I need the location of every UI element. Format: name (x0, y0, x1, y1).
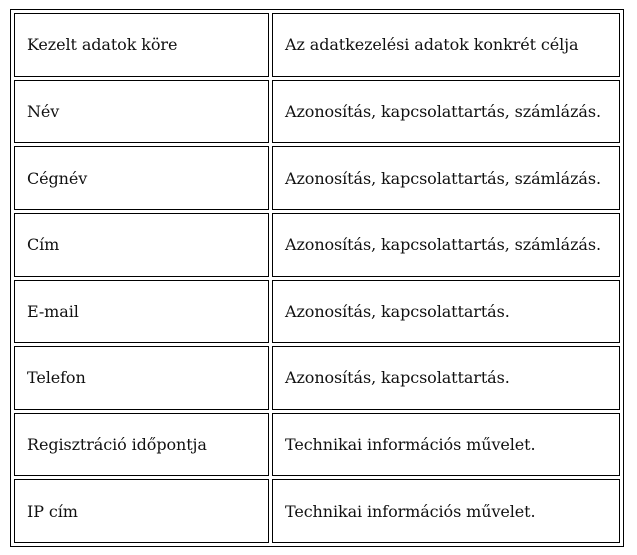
table-cell-data-scope: Cégnév (14, 146, 269, 210)
data-processing-table (11, 10, 623, 546)
table-cell-purpose: Azonosítás, kapcsolattartás. (272, 280, 620, 344)
table-cell-data-scope: E-mail (14, 280, 269, 344)
table-cell-data-scope: Regisztráció időpontja (14, 413, 269, 477)
table-row (14, 479, 620, 543)
data-processing-table-frame (10, 9, 624, 547)
table-cell-data-scope: Cím (14, 213, 269, 277)
table-cell-data-scope: Telefon (14, 346, 269, 410)
table-cell-purpose: Technikai információs művelet. (272, 479, 620, 543)
table-cell-purpose: Azonosítás, kapcsolattartás, számlázás. (272, 80, 620, 144)
table-row (14, 80, 620, 144)
table-row (14, 346, 620, 410)
header-cell-data-scope: Kezelt adatok köre (14, 13, 269, 77)
table-row (14, 213, 620, 277)
table-row (14, 146, 620, 210)
table-cell-data-scope: IP cím (14, 479, 269, 543)
table-cell-purpose: Azonosítás, kapcsolattartás, számlázás. (272, 146, 620, 210)
table-cell-purpose: Azonosítás, kapcsolattartás. (272, 346, 620, 410)
table-cell-purpose: Azonosítás, kapcsolattartás, számlázás. (272, 213, 620, 277)
table-cell-data-scope: Név (14, 80, 269, 144)
header-cell-purpose: Az adatkezelési adatok konkrét célja (272, 13, 620, 77)
table-row (14, 413, 620, 477)
table-cell-purpose: Technikai információs művelet. (272, 413, 620, 477)
table-row (14, 280, 620, 344)
table-header-row (14, 13, 620, 77)
